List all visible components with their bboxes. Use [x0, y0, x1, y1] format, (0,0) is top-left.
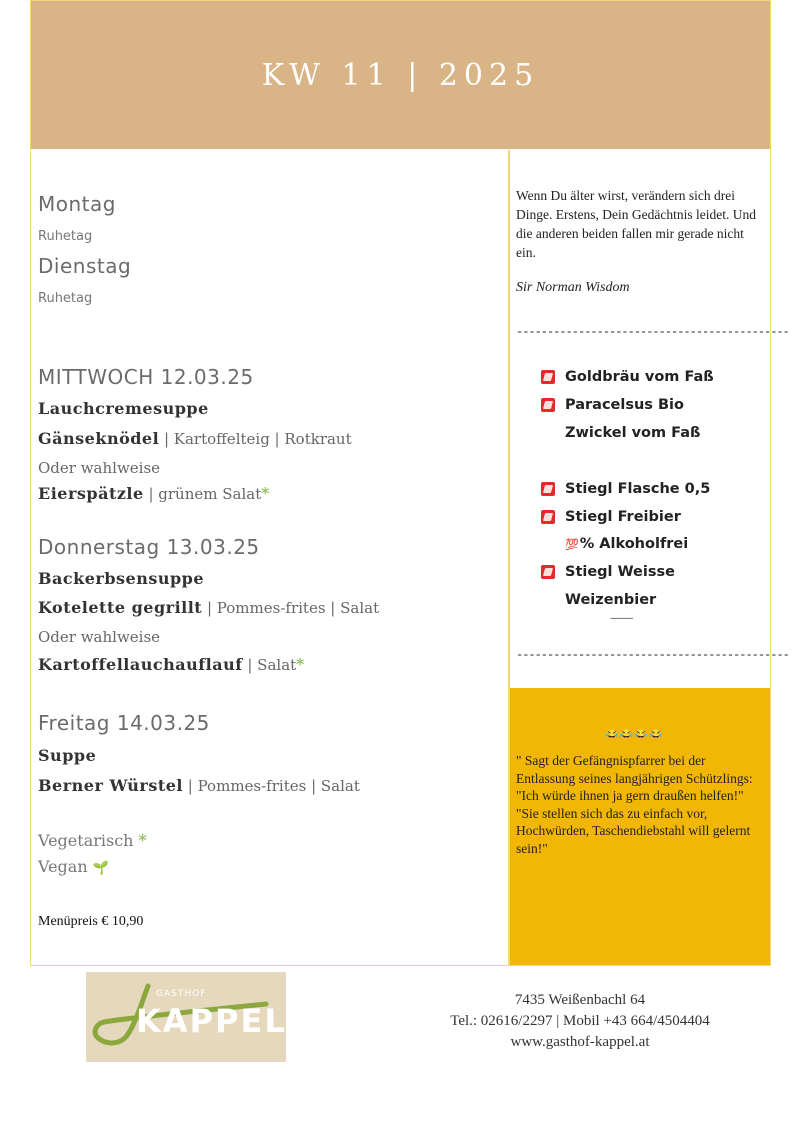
- beer-item-5-cont: Weizenbier: [565, 592, 657, 608]
- hundred-points-icon: 💯: [565, 538, 579, 551]
- beer-item-1: Goldbräu vom Faß: [541, 369, 714, 385]
- day-title-donnerstag: Donnerstag 13.03.25: [38, 535, 260, 559]
- page-title: KW 11 | 2025: [261, 57, 540, 93]
- quote-author: Sir Norman Wisdom: [516, 280, 630, 295]
- beer-item-2-cont: Zwickel vom Faß: [565, 425, 701, 441]
- website-link[interactable]: www.gasthof-kappel.at: [510, 1034, 650, 1050]
- beer-item-3: Stiegl Flasche 0,5: [541, 481, 710, 497]
- main-mittwoch-2: Eierspätzle | grünem Salat*: [38, 484, 270, 503]
- sprout-icon: 🌱: [92, 861, 109, 876]
- logo-text: KAPPEL: [136, 1002, 287, 1040]
- beer-icon: [541, 370, 555, 384]
- logo-small-text: GASTHOF: [156, 989, 207, 999]
- day-note-dienstag: Ruhetag: [38, 291, 93, 306]
- vegetarian-mark: *: [296, 655, 305, 674]
- day-title-freitag: Freitag 14.03.25: [38, 711, 210, 735]
- day-title-dienstag: Dienstag: [38, 254, 132, 278]
- joke-text: " Sagt der Gefängnispfarrer bei der Entlassung seines langjährigen Schützlings: "Ich würde ihnen ja gern draußen helfen!" "Sie stellen sich das zu einfach vor, Hochwürden, Taschendiebstahl will gelernt sein!": [516, 753, 753, 856]
- day-title-mittwoch: MITTWOCH 12.03.25: [38, 365, 254, 389]
- main-freitag-1: Berner Würstel | Pommes-frites | Salat: [38, 776, 360, 795]
- gasthof-logo: [86, 972, 286, 1062]
- address-line: 7435 Weißenbachl 64: [514, 992, 646, 1008]
- phone-line: Tel.: 02616/2297 | Mobil +43 664/4504404: [450, 1013, 710, 1029]
- beer-item-5: Stiegl Weisse: [541, 564, 675, 580]
- day-note-montag: Ruhetag: [38, 229, 93, 244]
- beer-item-4-cont: 💯% Alkoholfrei: [565, 536, 689, 552]
- vegetarian-mark: *: [261, 484, 270, 503]
- header-banner: [31, 1, 770, 149]
- divider-dashes-top: --------------------------------------------: [516, 325, 789, 339]
- divider-small: -----------: [610, 614, 633, 624]
- contact-block: [420, 990, 740, 1053]
- alt-donnerstag: Oder wahlweise: [38, 628, 161, 646]
- legend-vegan: Vegan 🌱: [38, 857, 109, 876]
- soup-donnerstag: Backerbsensuppe: [38, 569, 205, 588]
- main-donnerstag-1: Kotelette gegrillt | Pommes-frites | Salat: [38, 598, 380, 617]
- soup-freitag: Suppe: [38, 746, 97, 765]
- beer-icon: [541, 565, 555, 579]
- day-title-montag: Montag: [38, 192, 116, 216]
- beer-icon: [541, 398, 555, 412]
- main-mittwoch-1: Gänseknödel | Kartoffelteig | Rotkraut: [38, 429, 352, 448]
- beer-icon: [541, 482, 555, 496]
- quote-text: Wenn Du älter wirst, verändern sich drei Dinge. Erstens, Dein Gedächtnis leidet. Und die anderen beiden fallen mir gerade nicht ein.: [516, 188, 756, 260]
- menu-price: Menüpreis € 10,90: [38, 914, 144, 929]
- beer-icon: [541, 510, 555, 524]
- beer-item-4: Stiegl Freibier: [541, 509, 681, 525]
- laughing-face-icon: 😂😂😂😂: [605, 728, 664, 741]
- beer-item-2: Paracelsus Bio: [541, 397, 684, 413]
- soup-mittwoch: Lauchcremesuppe: [38, 399, 209, 418]
- main-donnerstag-2: Kartoffellauchauflauf | Salat*: [38, 655, 305, 674]
- legend-vegetarian: Vegetarisch *: [38, 831, 147, 850]
- divider-dashes-bottom: --------------------------------------------: [516, 648, 789, 662]
- alt-mittwoch: Oder wahlweise: [38, 459, 161, 477]
